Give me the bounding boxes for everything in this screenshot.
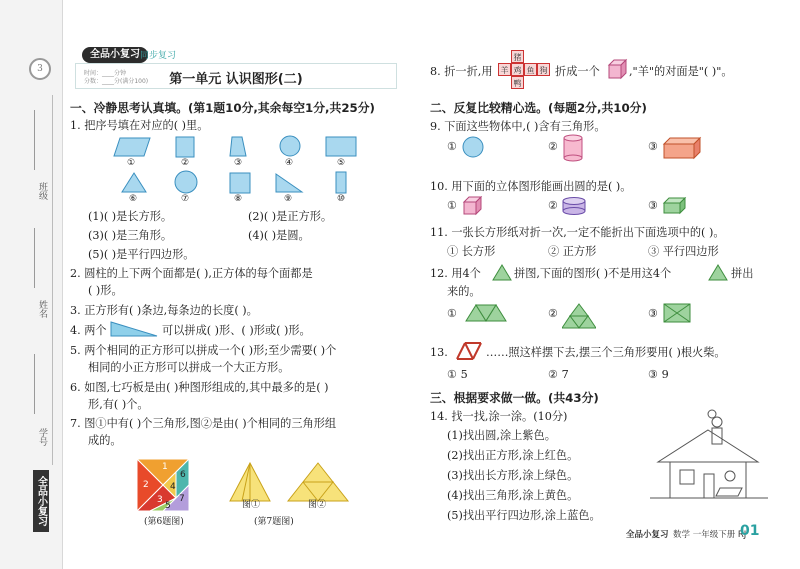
- q11-opt3: ③ 平行四边形: [648, 245, 719, 258]
- q2-line-1: 2. 圆柱的上下两个面都是( ),正方体的每个面都是: [70, 267, 313, 280]
- shape-rect-wide: [326, 137, 356, 156]
- section3-heading: 三、根据要求做一做。(共43分): [430, 391, 599, 405]
- q6-line-1: 6. 如图,七巧板是由( )种图形组成的,其中最多的是( ): [70, 381, 329, 394]
- net-cell-1: 羊: [498, 63, 511, 76]
- shape-trapezoid: [230, 137, 246, 156]
- q14-line-3: (3)找出长方形,涂上绿色。: [447, 469, 579, 482]
- shape-label-1: ①: [127, 158, 136, 168]
- q10-text: 10. 用下面的立体图形能画出圆的是( )。: [430, 180, 632, 193]
- q12-opt3-mark: ③: [648, 307, 659, 320]
- q8-text-a: 8. 折一折,用: [430, 65, 493, 78]
- q12-opt1-figure: [464, 303, 508, 323]
- q1-line-4: (4)( )是圆。: [248, 229, 310, 242]
- footer-brand: 全品小复习: [626, 530, 669, 540]
- q10-cube-icon: [462, 196, 484, 216]
- q9-cylinder-icon: [562, 134, 584, 162]
- section1-heading: 一、冷静思考认真填。(第1题10分,其余每空1分,共25分): [70, 101, 375, 115]
- q9-opt3-mark: ③: [648, 140, 659, 153]
- caption-q6: (第6题图): [144, 517, 184, 527]
- q11-opt2: ② 正方形: [548, 245, 597, 258]
- shape-right-triangle: [276, 174, 302, 192]
- q6-line-2: 形,有( )个。: [88, 398, 149, 411]
- q14-line-4: (4)找出三角形,涂上黄色。: [447, 489, 579, 502]
- binding-spine: [0, 0, 63, 569]
- name-fill-line: [34, 228, 35, 288]
- shape-thin-rect: [336, 172, 346, 193]
- q9-ball-icon: [462, 136, 484, 158]
- q12-triangle-icon-1: [492, 264, 512, 281]
- shape-label-4: ④: [285, 158, 294, 168]
- shape-label-6: ⑥: [129, 194, 138, 204]
- q13-matchstick-icon: [455, 340, 485, 362]
- q10-opt3-mark: ③: [648, 199, 659, 212]
- shape-label-5: ⑤: [337, 158, 346, 168]
- q14-line-2: (2)找出正方形,涂上红色。: [447, 449, 579, 462]
- shape-square: [230, 173, 250, 193]
- tangram-num-6: 6: [180, 470, 186, 480]
- q5-line-2: 相同的小正方形可以拼成一个大正方形。: [88, 361, 290, 374]
- q12-text-c: 拼出: [731, 267, 754, 280]
- score-meta: 分数：____分(满分100): [84, 78, 149, 85]
- q5-line-1: 5. 两个相同的正方形可以拼成一个( )形;至少需要( )个: [70, 344, 337, 357]
- brand-subtitle: 同步复习: [140, 51, 177, 61]
- cut-line: [52, 95, 53, 465]
- q7-line-1: 7. 图①中有( )个三角形,图②是由( )个相同的三角形组: [70, 417, 337, 430]
- q12-text-b: 拼图,下面的图形( )不是用这4个: [514, 267, 672, 280]
- q12-opt2-figure: [562, 302, 596, 330]
- caption-fig1: 图①: [242, 500, 261, 510]
- q13-opt3: ③ 9: [648, 368, 669, 381]
- tangram-num-1: 1: [162, 462, 168, 472]
- page-number: 01: [740, 523, 760, 539]
- q11-text: 11. 一张长方形纸对折一次,一定不能折出下面选项中的( )。: [430, 226, 725, 239]
- q1-line-2: (2)( )是正方形。: [248, 210, 333, 223]
- shape-parallelogram-1: [114, 138, 150, 156]
- shape-label-2: ②: [181, 158, 190, 168]
- net-cell-bottom: 鸭: [511, 76, 524, 89]
- q12-opt1-mark: ①: [447, 307, 458, 320]
- caption-q7: (第7题图): [254, 517, 294, 527]
- q4-triangle-icon: [109, 320, 159, 338]
- tangram-num-2: 2: [143, 480, 149, 490]
- q8-text-c: ,"羊"的对面是"( )"。: [629, 65, 733, 78]
- q1-line-5: (5)( )是平行四边形。: [88, 248, 195, 261]
- caption-fig2: 图②: [308, 500, 327, 510]
- q10-opt1-mark: ①: [447, 199, 458, 212]
- q10-cylinder-icon: [561, 196, 587, 216]
- net-cell-3: 鱼: [524, 63, 537, 76]
- q14-house-figure: [650, 408, 770, 508]
- footer-subject: 数学 一年级下册 RJ: [673, 530, 747, 540]
- q13-text-a: 13.: [430, 346, 448, 359]
- q12-triangle-icon-2: [708, 264, 728, 281]
- q4-text-a: 4. 两个: [70, 324, 107, 337]
- shape-label-10: ⑩: [337, 194, 346, 204]
- shape-circle-1: [280, 136, 300, 156]
- tangram-num-3: 3: [157, 495, 163, 505]
- shape-rect-tall: [176, 137, 194, 157]
- q4-text-b: 可以拼成( )形、( )形或( )形。: [162, 324, 311, 337]
- q14-text: 14. 找一找,涂一涂。(10分): [430, 410, 568, 423]
- q2-line-2: ( )形。: [88, 284, 123, 297]
- q10-opt2-mark: ②: [548, 199, 559, 212]
- id-fill-line: [34, 354, 35, 414]
- q8-cube-icon: [607, 58, 629, 80]
- section2-heading: 二、反复比较精心选。(每题2分,共10分): [430, 101, 647, 115]
- q13-opt1: ① 5: [447, 368, 468, 381]
- name-label: 姓名: [37, 300, 47, 318]
- net-cell-4: 狗: [537, 63, 550, 76]
- q1-text: 1. 把序号填在对应的( )里。: [70, 119, 209, 132]
- q14-line-1: (1)找出圆,涂上紫色。: [447, 429, 556, 442]
- q9-opt1-mark: ①: [447, 140, 458, 153]
- shape-circle-2: [175, 171, 197, 193]
- shape-label-7: ⑦: [181, 194, 190, 204]
- title-bar: [75, 63, 397, 89]
- shape-label-3: ③: [234, 158, 243, 168]
- q12-opt3-figure: [662, 302, 692, 324]
- tangram-num-4: 4: [170, 482, 176, 492]
- shape-triangle-1: [122, 173, 146, 192]
- q7-line-2: 成的。: [88, 434, 122, 447]
- q11-opt1: ① 长方形: [447, 245, 496, 258]
- tangram-num-7: 7: [179, 494, 185, 504]
- class-fill-line: [34, 110, 35, 170]
- q14-line-5: (5)找出平行四边形,涂上蓝色。: [447, 509, 601, 522]
- q12-text-d: 来的。: [447, 285, 481, 298]
- q3-text: 3. 正方形有( )条边,每条边的长度( )。: [70, 304, 258, 317]
- q10-box-icon: [662, 197, 688, 215]
- q12-opt2-mark: ②: [548, 307, 559, 320]
- q12-text-a: 12. 用4个: [430, 267, 481, 280]
- student-id-label: 学号: [37, 428, 47, 446]
- shape-label-8: ⑧: [234, 194, 243, 204]
- q1-line-1: (1)( )是长方形。: [88, 210, 173, 223]
- q13-opt2: ② 7: [548, 368, 569, 381]
- q1-line-3: (3)( )是三角形。: [88, 229, 173, 242]
- page-title: 第一单元 认识图形(二): [169, 72, 303, 87]
- class-label: 班级: [37, 182, 47, 200]
- side-logo: 全品小复习: [33, 470, 49, 532]
- shape-label-9: ⑨: [284, 194, 293, 204]
- side-circle: 3: [29, 58, 51, 80]
- tangram-num-5: 5: [165, 501, 171, 511]
- time-meta: 时间：____分钟: [84, 70, 127, 77]
- q8-text-b: 折成一个: [555, 65, 600, 78]
- q9-opt2-mark: ②: [548, 140, 559, 153]
- q9-prism-icon: [662, 136, 704, 160]
- net-cell-top: 猪: [511, 50, 524, 63]
- brand-badge: 全品小复习: [82, 47, 148, 63]
- q13-text-b: ……照这样摆下去,摆三个三角形要用( )根火柴。: [486, 346, 726, 359]
- net-cell-2: 鸡: [511, 63, 524, 76]
- q9-text: 9. 下面这些物体中,( )含有三角形。: [430, 120, 606, 133]
